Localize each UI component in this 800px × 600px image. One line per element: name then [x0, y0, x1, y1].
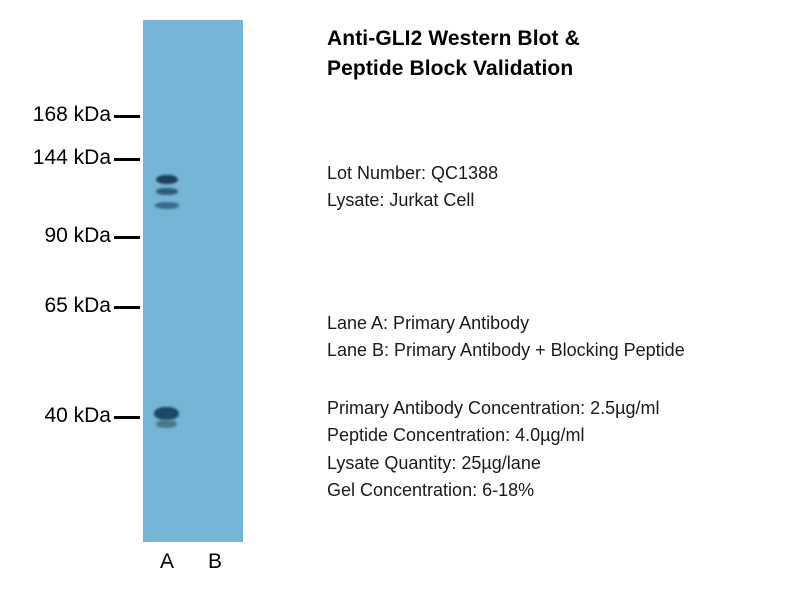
- lysate-quantity-text: Lysate Quantity: 25µg/lane: [327, 452, 541, 473]
- marker-label: [0, 294, 140, 318]
- primary-antibody-concentration-text: Primary Antibody Concentration: 2.5µg/ml: [327, 398, 660, 418]
- marker-tick-icon: [114, 236, 140, 239]
- marker-label-text: 90 kDa: [44, 224, 111, 247]
- figure-title-line1: Anti-GLI2 Western Blot &: [327, 27, 580, 50]
- peptide-concentration-text: Peptide Concentration: 4.0µg/ml: [327, 425, 585, 446]
- lane-a-legend-text: Lane A: Primary Antibody: [327, 313, 530, 333]
- band-lane-a-upper-faint: [155, 202, 179, 209]
- marker-label: [0, 224, 140, 248]
- marker-label-text: 40 kDa: [44, 404, 111, 427]
- band-lane-a-upper: [156, 175, 178, 184]
- lane-label-b: B: [207, 550, 222, 573]
- band-lane-a-lower-tail: [156, 420, 177, 428]
- blot-membrane-image: [143, 20, 243, 542]
- marker-label: [0, 404, 140, 428]
- band-lane-a-lower: [154, 407, 179, 420]
- marker-tick-icon: [114, 115, 140, 118]
- gel-concentration-text: Gel Concentration: 6-18%: [327, 480, 535, 501]
- marker-tick-icon: [114, 416, 140, 419]
- marker-label-text: 168 kDa: [32, 103, 111, 126]
- lane-b-legend-text: Lane B: Primary Antibody + Blocking Peptide: [327, 340, 685, 361]
- marker-label-text: 65 kDa: [44, 294, 111, 317]
- figure-title: [327, 24, 797, 84]
- lane-label-a: A: [159, 550, 174, 573]
- marker-label: [0, 146, 140, 170]
- marker-tick-icon: [114, 158, 140, 161]
- lysate-text: Lysate: Jurkat Cell: [327, 190, 475, 211]
- lot-number-text: Lot Number: QC1388: [327, 163, 499, 183]
- concentration-block: [327, 395, 660, 504]
- lane-legend-block: [327, 310, 685, 365]
- marker-label: [0, 103, 140, 127]
- metadata-block: [327, 160, 498, 215]
- marker-label-text: 144 kDa: [32, 146, 111, 169]
- figure-title-line2: Peptide Block Validation: [327, 56, 574, 80]
- band-lane-a-upper-secondary: [156, 188, 178, 195]
- marker-tick-icon: [114, 306, 140, 309]
